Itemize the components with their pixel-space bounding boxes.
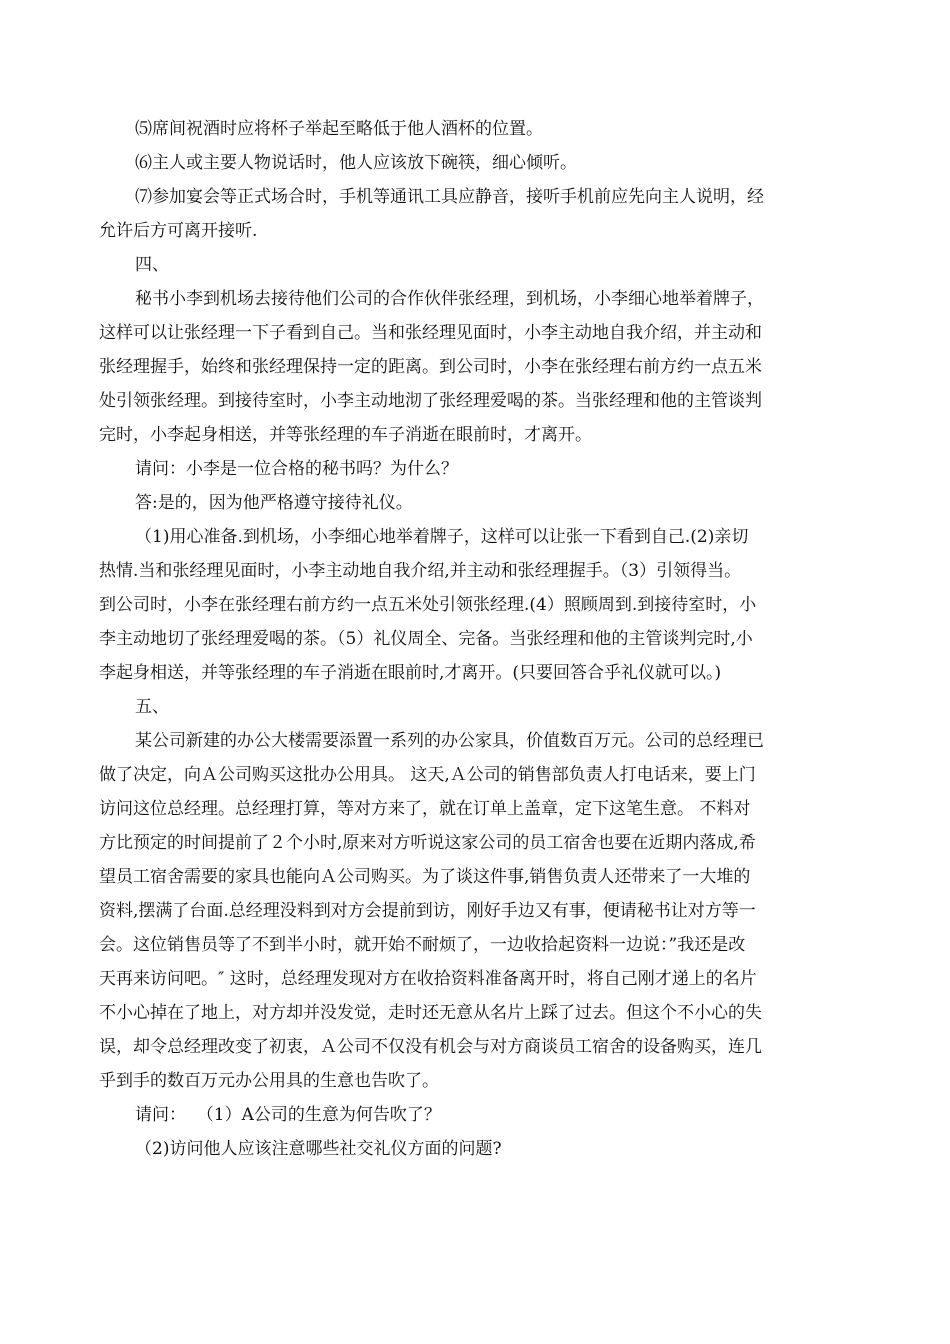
text-line: 完时，小李起身相送，并等张经理的车子消逝在眼前时，才离开。 [99,425,592,445]
text-line: 望员工宿舍需要的家具也能向Ａ公司购买。为了谈这件事,销售负责人还带来了一大堆的 [99,867,751,887]
text-line: 答:是的，因为他严格遵守接待礼仪。 [135,493,413,513]
text-line: （2)访问他人应该注意哪些社交礼仪方面的问题? [135,1139,502,1159]
text-line: 会。这位销售员等了不到半小时，就开始不耐烦了，一边收拾起资料一边说：”我还是改 [99,935,746,955]
document-body [99,112,859,1166]
text-line: 处引领张经理。到接待室时，小李主动地沏了张经理爱喝的茶。当张经理和他的主管谈判 [99,391,762,411]
text-line: 五、 [135,697,169,717]
text-line: 到公司时，小李在张经理右前方约一点五米处引领张经理.(4）照顾周到.到接待室时，小 [99,595,757,615]
text-line: 四、 [135,255,169,275]
text-line: 方比预定的时间提前了２个小时,原来对方听说这家公司的员工宿舍也要在近期内落成,希 [99,833,756,853]
text-line: 做了决定，向Ａ公司购买这批办公用具。 这天,Ａ公司的销售部负责人打电话来，要上门 [99,765,756,785]
text-line: 秘书小李到机场去接待他们公司的合作伙伴张经理，到机场，小李细心地举着牌子， [135,289,764,309]
text-line: 李起身相送，并等张经理的车子消逝在眼前时,才离开。(只要回答合乎礼仪就可以。) [99,663,722,683]
text-line: 热情.当和张经理见面时，小李主动地自我介绍,并主动和张经理握手。（3）引领得当。 [99,561,742,581]
text-line: 请问： （1）A公司的生意为何告吹了？ [135,1105,441,1125]
text-line: 乎到手的数百万元办公用具的生意也告吹了。 [99,1071,439,1091]
text-line: 误，却令总经理改变了初衷，Ａ公司不仅没有机会与对方商谈员工宿舍的设备购买，连几 [99,1037,762,1057]
text-line: （1)用心准备.到机场，小李细心地举着牌子，这样可以让张一下看到自己.(2)亲切 [135,527,749,547]
text-line: 张经理握手，始终和张经理保持一定的距离。到公司时，小李在张经理右前方约一点五米 [99,357,762,377]
text-line: 请问：小李是一位合格的秘书吗？为什么？ [135,459,458,479]
text-line: 允许后方可离开接听. [99,221,258,241]
text-line: 天再来访问吧。″ 这时，总经理发现对方在收拾资料准备离开时，将自己刚才递上的名片 [99,969,757,989]
text-line: 李主动地切了张经理爱喝的茶。（5）礼仪周全、完备。当张经理和他的主管谈判完时,小 [99,629,753,649]
text-line: 不小心掉在了地上，对方却并没发觉，走时还无意从名片上踩了过去。但这个不小心的失 [99,1003,762,1023]
text-line: ⑺参加宴会等正式场合时，手机等通讯工具应静音，接听手机前应先向主人说明，经 [135,187,764,207]
text-line: ⑹主人或主要人物说话时，他人应该放下碗筷，细心倾听。 [135,153,577,173]
text-line: 资料,摆满了台面.总经理没料到对方会提前到访，刚好手边又有事，便请秘书让对方等一 [99,901,756,921]
text-line: 这样可以让张经理一下子看到自己。当和张经理见面时，小李主动地自我介绍，并主动和 [99,323,762,343]
text-line: 某公司新建的办公大楼需要添置一系列的办公家具，价值数百万元。公司的总经理已 [135,731,764,751]
text-line: ⑸席间祝酒时应将杯子举起至略低于他人酒杯的位置。 [135,119,543,139]
text-line: 访问这位总经理。总经理打算，等对方来了，就在订单上盖章，定下这笔生意。 不料对 [99,799,751,819]
